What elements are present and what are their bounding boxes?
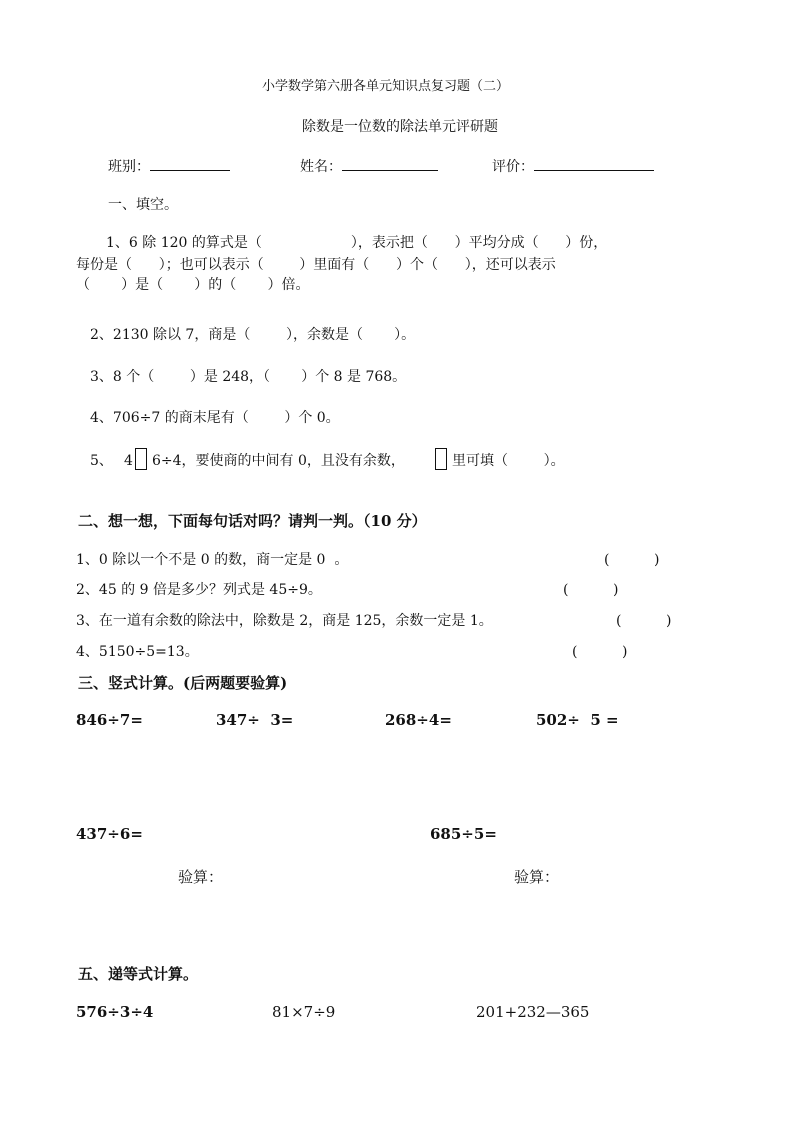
calc-502: 502÷ 5 = [536, 711, 619, 729]
q2: 2、2130 除以 7，商是（ ），余数是（ ）。 [90, 327, 416, 343]
q4: 4、706÷7 的商末尾有（ ）个 0。 [90, 410, 340, 426]
check-label-2: 验算： [514, 868, 560, 886]
section2-heading: 二、想一想，下面每句话对吗？请判一判。（10 分） [78, 512, 427, 530]
class-field [108, 158, 230, 174]
calc-685: 685÷5= [430, 825, 497, 843]
name-blank[interactable] [342, 158, 438, 171]
calc-437: 437÷6= [76, 825, 143, 843]
class-blank[interactable] [150, 158, 230, 171]
grade-label: 评价： [492, 159, 534, 175]
judge-paren-1[interactable]: ( ) [604, 552, 660, 568]
q3: 3、8 个（ ）是 248，（ ）个 8 是 768。 [90, 369, 407, 385]
q5-digit-box-1[interactable] [135, 448, 147, 470]
q5-middle: 6÷4，要使商的中间有 0，且没有余数， [152, 453, 405, 469]
section1-heading: 一、填空。 [108, 197, 178, 213]
judge-paren-3[interactable]: ( ) [616, 613, 672, 629]
section3-heading: 三、竖式计算。(后两题要验算) [78, 674, 288, 692]
judge-item-1: 1、0 除以一个不是 0 的数，商一定是 0 。 [76, 552, 349, 568]
judge-paren-2[interactable]: ( ) [563, 582, 619, 598]
q5-digit: 4 [124, 453, 133, 469]
q5-suffix: 里可填（ ）。 [452, 453, 565, 469]
grade-blank[interactable] [534, 158, 654, 171]
q1-line2: 每份是（ ）；也可以表示（ ）里面有（ ）个（ ），还可以表示 [76, 257, 556, 273]
judge-item-4: 4、5150÷5=13。 [76, 644, 199, 660]
q1-line3: （ ）是（ ）的（ ）倍。 [76, 277, 310, 293]
q5-prefix: 5、 [90, 453, 113, 469]
name-field [300, 158, 438, 174]
q5-digit-box-2[interactable] [435, 448, 447, 470]
judge-item-3: 3、在一道有余数的除法中，除数是 2，商是 125，余数一定是 1。 [76, 613, 493, 629]
worksheet-subtitle: 除数是一位数的除法单元评研题 [302, 119, 498, 135]
check-label-1: 验算： [178, 868, 224, 886]
grade-field [492, 158, 654, 174]
calc-576: 576÷3÷4 [76, 1003, 154, 1021]
calc-846: 846÷7= [76, 711, 143, 729]
judge-item-2: 2、45 的 9 倍是多少？列式是 45÷9。 [76, 582, 322, 598]
class-label: 班别： [108, 159, 150, 175]
calc-268: 268÷4= [385, 711, 452, 729]
calc-81: 81×7÷9 [272, 1003, 336, 1021]
q1-line1: 1、6 除 120 的算式是（ ），表示把（ ）平均分成（ ）份， [106, 235, 608, 251]
worksheet-title: 小学数学第六册各单元知识点复习题（二） [262, 79, 510, 94]
calc-201: 201+232—365 [476, 1003, 590, 1021]
name-label: 姓名： [300, 159, 342, 175]
judge-paren-4[interactable]: ( ) [572, 644, 628, 660]
section5-heading: 五、递等式计算。 [78, 965, 199, 983]
calc-347: 347÷ 3= [216, 711, 294, 729]
